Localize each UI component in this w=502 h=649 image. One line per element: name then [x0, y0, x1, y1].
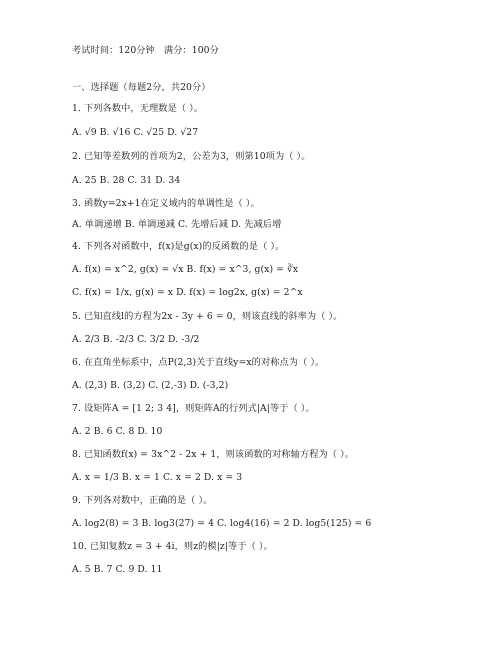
question-6-options: A. (2,3) B. (3,2) C. (2,-3) D. (-3,2) [72, 380, 229, 391]
question-4-stem: 4. 下列各对函数中，f(x)是g(x)的反函数的是（ ）。 [72, 241, 285, 252]
question-6-stem: 6. 在直角坐标系中，点P(2,3)关于直线y=x的对称点为（ ）。 [72, 357, 325, 368]
question-9-options: A. log2(8) = 3 B. log3(27) = 4 C. log4(16) = 2 D. log5(125) = 6 [72, 518, 372, 529]
question-1-stem: 1. 下列各数中，无理数是（ ）。 [72, 103, 204, 114]
question-4-options-ab: A. f(x) = x^2, g(x) = √x B. f(x) = x^3, g(x) = ∛x [72, 264, 299, 275]
question-7-stem: 7. 设矩阵A = [1 2; 3 4]，则矩阵A的行列式|A|等于（ ）。 [72, 403, 315, 414]
question-3-stem: 3. 函数y=2x+1在定义域内的单调性是（ ）。 [72, 198, 260, 209]
question-4-options-cd: C. f(x) = 1/x, g(x) = x D. f(x) = log2x, g(x) = 2^x [72, 287, 303, 298]
question-8-options: A. x = 1/3 B. x = 1 C. x = 2 D. x = 3 [72, 472, 243, 483]
question-3-options: A. 单调递增 B. 单调递减 C. 先增后减 D. 先减后增 [72, 219, 282, 230]
question-8-stem: 8. 已知函数f(x) = 3x^2 - 2x + 1，则该函数的对称轴方程为（ ）。 [72, 449, 355, 460]
question-5-stem: 5. 已知直线l的方程为2x - 3y + 6 = 0，则该直线的斜率为（ ）。 [72, 311, 343, 322]
question-10-options: A. 5 B. 7 C. 9 D. 11 [72, 564, 163, 575]
section-title: 一、选择题（每题2分，共20分） [72, 82, 211, 93]
question-5-options: A. 2/3 B. -2/3 C. 3/2 D. -3/2 [72, 334, 200, 345]
exam-time-info: 考试时间：120分钟 满分：100分 [72, 45, 219, 56]
question-2-stem: 2. 已知等差数列的首项为2，公差为3，则第10项为（ ）。 [72, 151, 311, 162]
question-2-options: A. 25 B. 28 C. 31 D. 34 [72, 175, 181, 186]
question-1-options: A. √9 B. √16 C. √25 D. √27 [72, 127, 199, 138]
question-7-options: A. 2 B. 6 C. 8 D. 10 [72, 426, 163, 437]
question-9-stem: 9. 下列各对数中，正确的是（ ）。 [72, 495, 213, 506]
question-10-stem: 10. 已知复数z = 3 + 4i，则z的模|z|等于（ ）。 [72, 541, 273, 552]
